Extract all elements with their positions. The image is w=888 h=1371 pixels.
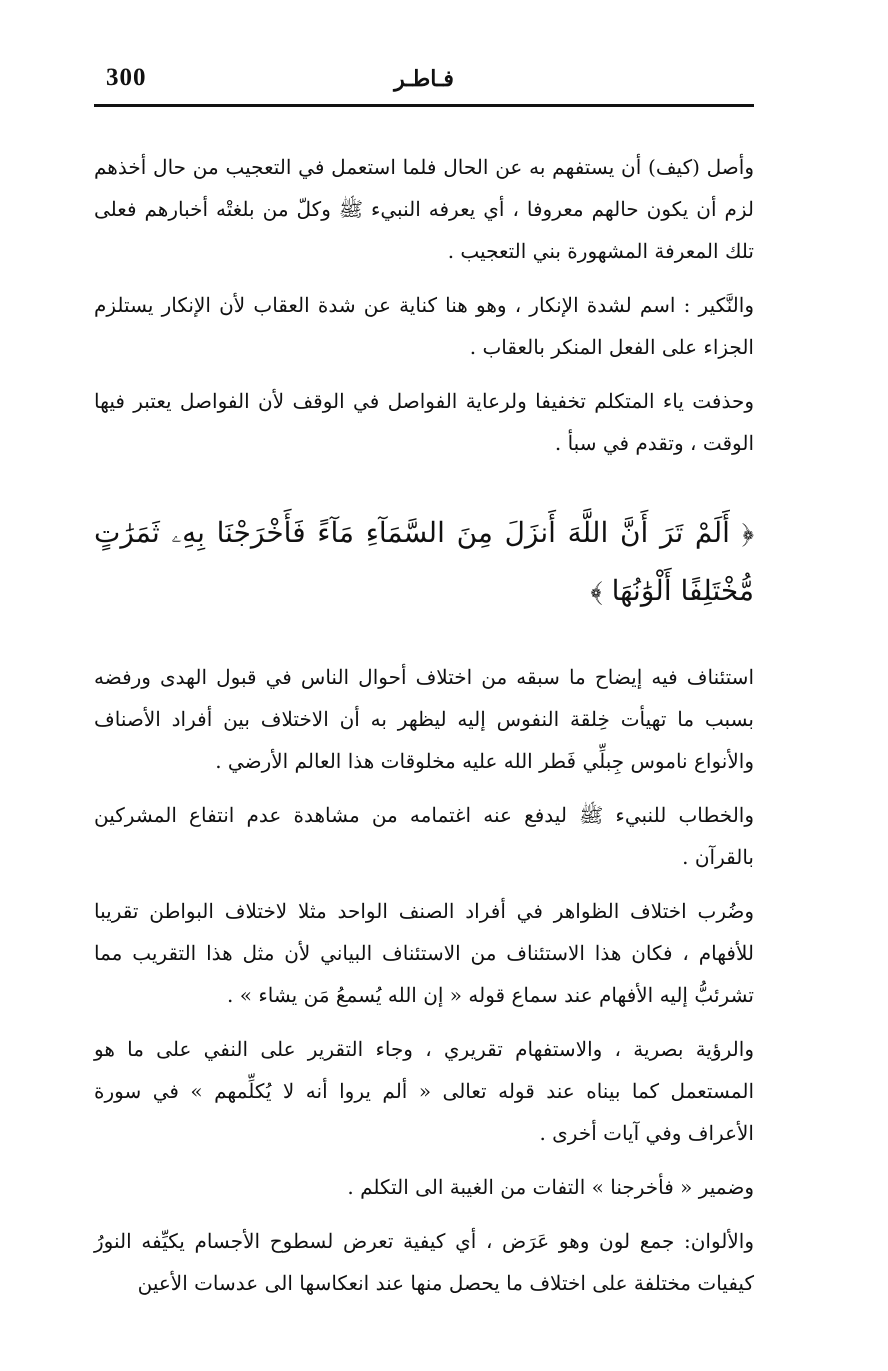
paragraph-ruya: والرؤية بصرية ، والاستفهام تقريري ، وجاء التقرير على النفي على ما هو المستعمل كما بيناه عند قوله تعالى « ألم يروا أنه لا يُكلِّمهم » في سورة الأعراف وفي آيات أخرى . [94,1037,754,1145]
page-body [94,146,754,1316]
paragraph-kayfa: وأصل (كيف) أن يستفهم به عن الحال فلما استعمل في التعجيب من حال أخذهم لزم أن يكون حالهم معروفا ، أي يعرفه النبيء ﷺ وكلّ من بلغتْه أخبارهم فعلى تلك المعرفة المشهورة بني التعجيب . [94,155,754,263]
paragraph-darb: وضُرب اختلاف الظواهر في أفراد الصنف الواحد مثلا لاختلاف البواطن تقريبا للأفهام ، فكان هذا الاستئناف من الاستئناف البياني لأن مثل هذا التقريب مما تشرئبُّ إليه الأفهام عند سماع قوله « إن الله يُسمعُ مَن يشاء » . [94,899,754,1007]
paragraph-alwan: والألوان: جمع لون وهو عَرَض ، أي كيفية تعرض لسطوح الأجسام يكيِّفه النورُ كيفيات مختلفة على اختلاف ما يحصل منها عند انعكاسها الى عدسات الأعين [94,1229,754,1295]
paragraph-khitab: والخطاب للنبيء ﷺ ليدفع عنه اغتمامه من مشاهدة عدم انتفاع المشركين بالقرآن . [94,803,754,869]
paragraph-hadhf: وحذفت ياء المتكلم تخفيفا ولرعاية الفواصل في الوقف لأن الفواصل يعتبر فيها الوقت ، وتقدم في سبأ . [94,389,754,455]
page-header [94,62,754,98]
page-number: 300 [106,64,147,91]
header-divider [94,104,754,107]
surah-name-title: فـاطـر [394,66,454,92]
paragraph-nakir: والنَّكير : اسم لشدة الإنكار ، وهو هنا كناية عن شدة العقاب لأن الإنكار يستلزم الجزاء على الفعل المنكر بالعقاب . [94,293,754,359]
paragraph-istinaf: استئناف فيه إيضاح ما سبقه من اختلاف أحوال الناس في قبول الهدى ورفضه بسبب ما تهيأت خِلقة النفوس إليه ليظهر به أن الاختلاف بين أفراد الأصناف والأنواع ناموس جِبلِّي فَطر الله عليه مخلوقات هذا العالم الأرضي . [94,665,754,773]
verse-quote: ﴿ أَلَمْ تَرَ أَنَّ اللَّهَ أَنزَلَ مِنَ السَّمَآءِ مَآءً فَأَخْرَجْنَا بِهِۦ ثَمَرَٰتٍ مُّخْتَلِفًا أَلْوَٰنُهَا ﴾ [94,516,754,607]
paragraph-damir: وضمير « فأخرجنا » التفات من الغيبة الى التكلم . [347,1175,754,1199]
